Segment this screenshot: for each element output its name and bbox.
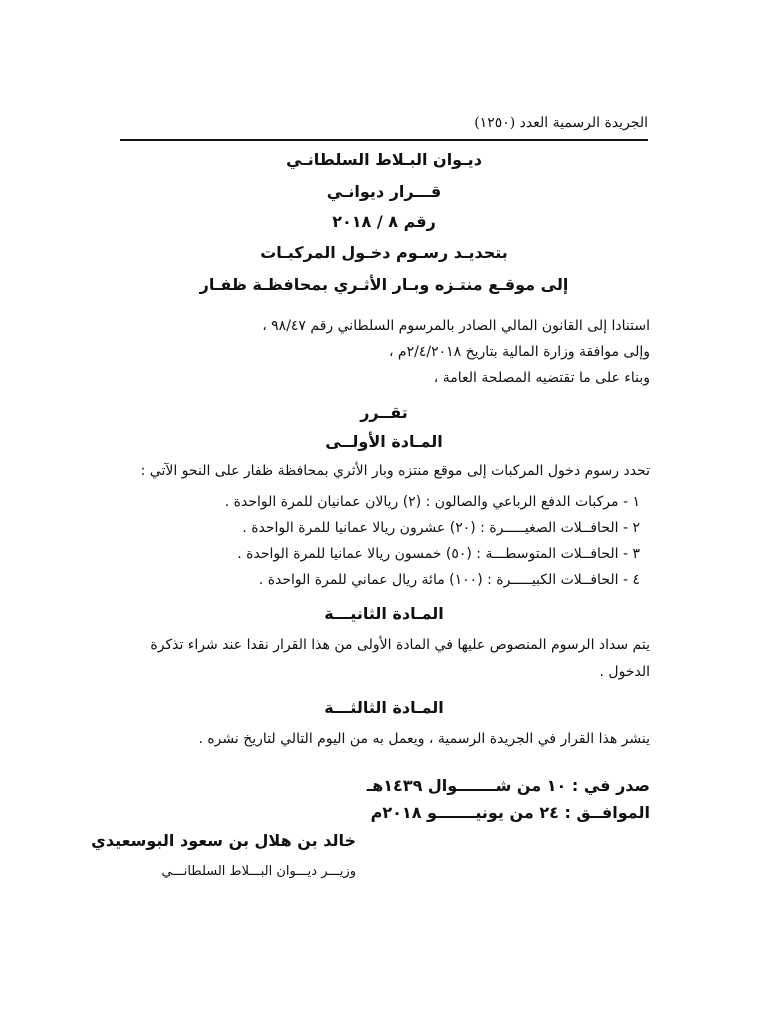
- subject-line-2: إلى موقـع منتـزه وبـار الأثـري بمحافظـة ظفـار: [199, 275, 569, 294]
- fee-item-4: ٤ - الحافــلات الكبيـــــرة : (١٠٠) مائة ريال عماني للمرة الواحدة .: [258, 572, 640, 588]
- article-3-text: ينشر هذا القرار في الجريدة الرسمية ، ويعمل به من اليوم التالي لتاريخ نشره .: [198, 731, 650, 747]
- issue-date-hijri: صدر في : ١٠ من شـــــــوال ١٤٣٩هـ: [366, 776, 650, 795]
- issuer-title: ديـوان البـلاط السلطانـي: [286, 150, 482, 169]
- article-2-text-line-2: الدخول .: [599, 664, 650, 680]
- article-2-text-line-1: يتم سداد الرسوم المنصوص عليها في المادة الأولى من هذا القرار نقدا عند شراء تذكرة: [150, 637, 650, 653]
- decision-number: رقم ٨ / ٢٠١٨: [332, 212, 436, 231]
- issue-date-gregorian: الموافــق : ٢٤ من يونيـــــــو ٢٠١٨م: [370, 803, 650, 822]
- preamble-line-3: وبناء على ما تقتضيه المصلحة العامة ،: [433, 370, 650, 386]
- article-1-intro: تحدد رسوم دخول المركبات إلى موقع منتزه وبار الأثري بمحافظة ظفار على النحو الآتي :: [140, 463, 650, 479]
- article-1-heading: المـادة الأولــى: [325, 432, 443, 451]
- preamble-line-2: وإلى موافقة وزارة المالية بتاريخ ٢/٤/٢٠١٨م ،: [388, 344, 650, 360]
- preamble-line-1: استنادا إلى القانون المالي الصادر بالمرسوم السلطاني رقم ٩٨/٤٧ ،: [262, 318, 650, 334]
- signatory-name: خالد بن هلال بن سعود البوسعيدي: [91, 831, 356, 850]
- signatory-title: وزيـــر ديـــوان البـــلاط السلطانـــي: [161, 864, 356, 879]
- article-2-heading: المـادة الثانيـــة: [324, 604, 444, 623]
- subject-line-1: بتحديـد رسـوم دخـول المركبـات: [260, 243, 508, 262]
- fee-item-3: ٣ - الحافــلات المتوسطـــة : (٥٠) خمسون ريالا عمانيا للمرة الواحدة .: [237, 546, 640, 562]
- decides-heading: تقــرر: [360, 403, 408, 422]
- running-header: [120, 113, 648, 141]
- article-3-heading: المـادة الثالثـــة: [324, 698, 444, 717]
- running-title: الجريدة الرسمية العدد (١٢٥٠): [474, 115, 648, 131]
- fee-item-2: ٢ - الحافــلات الصغيـــــرة : (٢٠) عشرون ريالا عمانيا للمرة الواحدة .: [242, 520, 640, 536]
- fee-item-1: ١ - مركبات الدفع الرباعي والصالون : (٢) ريالان عمانيان للمرة الواحدة .: [224, 494, 640, 510]
- decision-type: قـــرار ديوانـي: [326, 182, 442, 201]
